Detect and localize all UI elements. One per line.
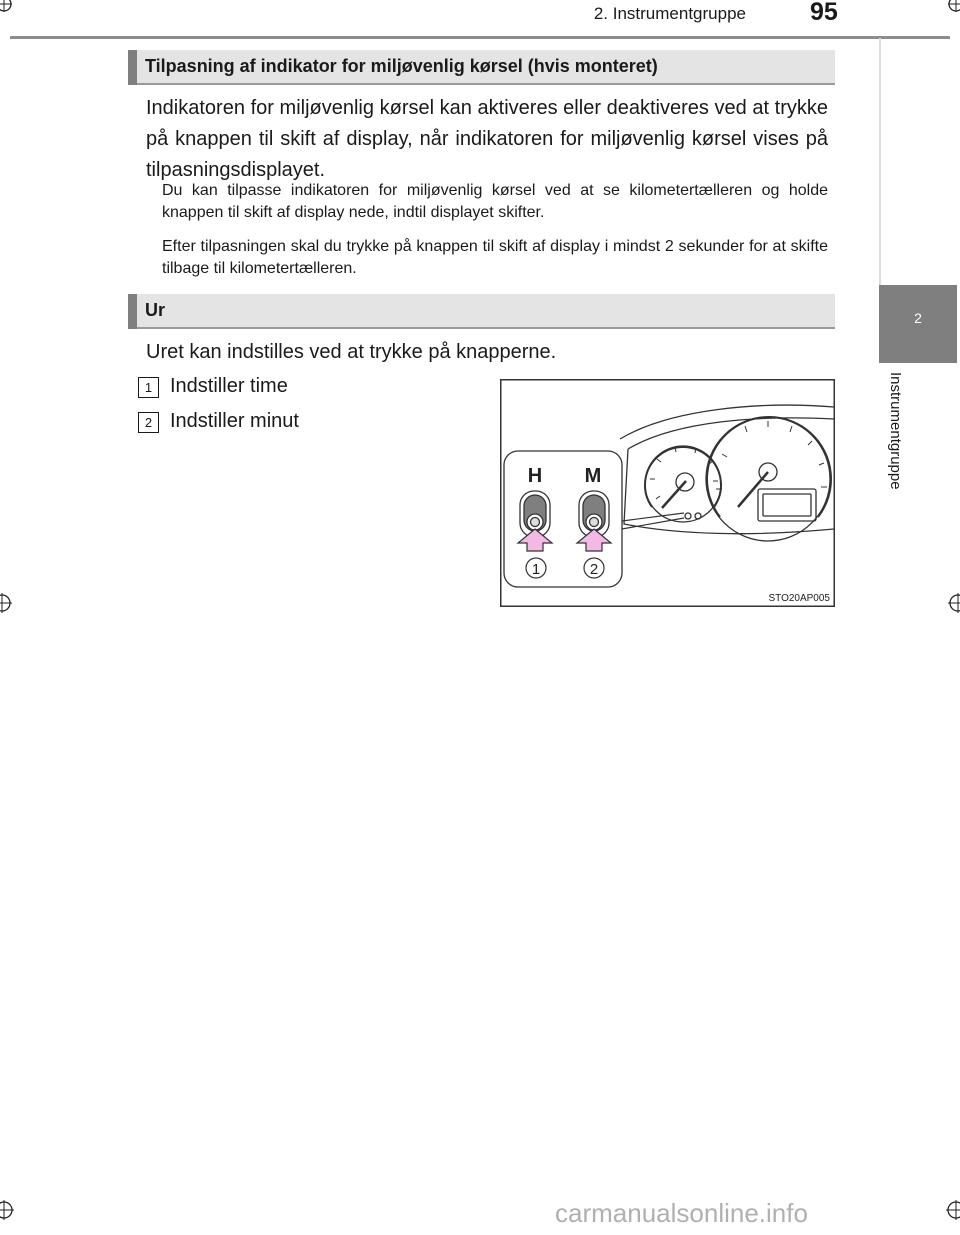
section-heading-title: Tilpasning af indikator for miljøvenlig kørsel (hvis monteret)	[145, 56, 658, 76]
chapter-tab	[879, 285, 957, 363]
registration-mark-icon	[0, 593, 16, 613]
callout-2-number: 2	[589, 561, 599, 578]
registration-mark-icon	[0, 1200, 18, 1220]
section-heading-marker	[128, 294, 137, 329]
hour-button-label: H	[527, 465, 543, 487]
item-number-badge: 2	[138, 412, 159, 433]
eco-indicator-note-1: Du kan tilpasse indikatoren for miljøvenlig kørsel ved at se kilometertælleren og holde knappen til skift af display nede, indtil displayet skifter.	[162, 182, 828, 221]
section-heading-clock	[128, 294, 835, 329]
item-number-badge: 1	[138, 377, 159, 398]
header-rule	[10, 36, 950, 39]
figure-code: STO20AP005	[768, 593, 830, 604]
chapter-tab-label-wrap	[880, 372, 910, 532]
section-heading-marker	[128, 50, 137, 85]
eco-indicator-intro: Indikatoren for miljøvenlig kørsel kan aktiveres eller deaktiveres ved at trykke på knappen til skift af display, når indikatoren for miljøvenlig kørsel vises på tilpasningsdisplayet.	[146, 97, 828, 181]
item-label: Indstiller minut	[170, 410, 299, 432]
registration-mark-icon	[0, 0, 18, 18]
registration-mark-icon	[942, 1200, 960, 1220]
registration-mark-icon	[944, 593, 960, 613]
callout-1-number: 1	[531, 561, 541, 578]
running-header-section: 2. Instrumentgruppe	[593, 4, 746, 23]
chapter-tab-number: 2	[914, 310, 922, 326]
eco-indicator-note-2: Efter tilpasningen skal du trykke på knappen til skift af display i mindst 2 sekunder for at skifte tilbage til kilometertælleren.	[162, 238, 828, 277]
registration-mark-icon	[942, 0, 960, 18]
clock-adjust-illustration	[500, 379, 835, 607]
section-heading-title: Ur	[145, 300, 166, 320]
page-number: 95	[810, 0, 838, 26]
clock-intro: Uret kan indstilles ved at trykke på knapperne.	[146, 341, 557, 363]
minute-button-label: M	[584, 465, 602, 487]
chapter-tab-label: Instrumentgruppe	[887, 372, 904, 490]
watermark: carmanualsonline.info	[555, 1198, 808, 1228]
section-heading-eco-indicator	[128, 50, 835, 85]
item-label: Indstiller time	[170, 375, 288, 397]
chapter-tab-guide	[879, 38, 957, 285]
